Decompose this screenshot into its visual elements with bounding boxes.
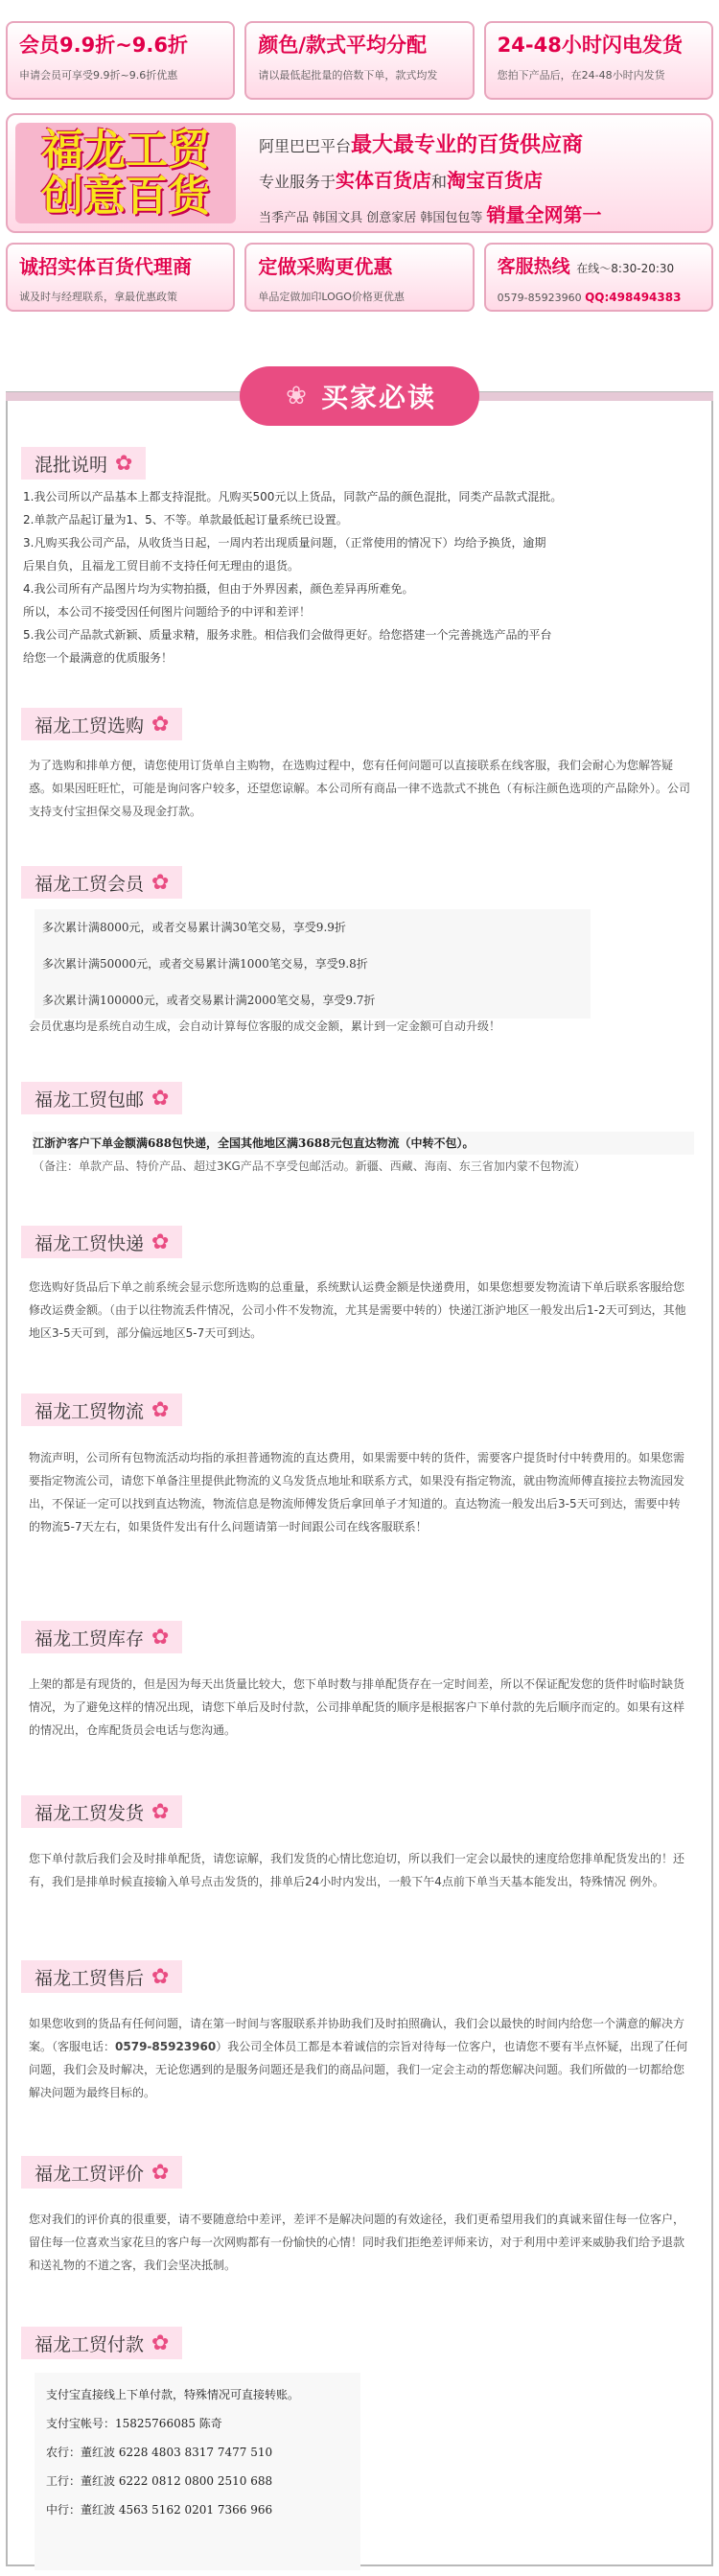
brand-logo [15, 123, 236, 223]
member-tier: 多次累计满100000元，或者交易累计满2000笔交易，享受9.7折 [42, 994, 376, 1007]
flower-icon: ✿ [151, 712, 170, 737]
after-paragraph [29, 2012, 690, 2104]
member-tier: 多次累计满8000元，或者交易累计满30笔交易，享受9.9折 [42, 921, 346, 934]
section-header-express [21, 1226, 182, 1258]
brand-line2-pre: 专业服务于 [259, 173, 336, 191]
mix-item: 5.我公司产品款式新颖、质量求精，服务求胜。相信我们会做得更好。给您搭建一个完善挑选产品的平台 [23, 628, 552, 642]
buy-text [29, 754, 690, 823]
mix-item: 2.单款产品起订量为1、5、不等。单款最低起订量系统已设置。 [23, 513, 348, 527]
buyer-notice-banner [0, 366, 719, 426]
pay-line: 中行：董红波 4563 5162 0201 7366 966 [46, 2503, 273, 2517]
banner-title: 买家必读 [320, 382, 436, 413]
promo-sub: 申请会员可享受9.9折~9.6折优惠 [19, 69, 178, 82]
review-paragraph: 您对我们的评价真的很重要，请不要随意给中差评，差评不是解决问题的有效途径，我们更希望用我们的真诚来留住每一位客户，留住每一位喜欢当家花旦的客户每一次网购都有一份愉快的心情！同时我们拒绝差评师来访，对于利用中差评来威胁我们给予退款和送礼物的不道之客，我们会坚决抵制。 [29, 2213, 685, 2272]
section-title: 福龙工贸库存 [35, 1628, 145, 1650]
after-text [29, 2012, 690, 2104]
section-title: 福龙工贸评价 [35, 2163, 145, 2185]
promo-sub [498, 291, 700, 304]
promo-fast-shipping[interactable] [484, 21, 713, 100]
pay-line: 工行：董红波 6222 0812 0800 2510 688 [46, 2474, 273, 2488]
member-note [29, 1015, 690, 1038]
logo-line1: 福龙工贸 [41, 125, 210, 175]
flower-icon: ✿ [151, 1397, 170, 1422]
section-header-ship [21, 1082, 182, 1114]
after-phone: 0579-85923960 [115, 2040, 217, 2053]
express-paragraph: 您选购好货品后下单之前系统会显示您所选购的总重量，系统默认运费金额是快递费用，如果您想要发物流请下单后联系客服给您修改运费金额。（由于以往物流丢件情况，公司小件不发物流，尤其是需要中转的）快递江浙沪地区一般发出后1-2天可到达，其他地区3-5天可到，部分偏远地区5-7天可到达。 [29, 1280, 686, 1340]
ship-text [33, 1132, 694, 1178]
mix-item: 后果自负，且福龙工贸目前不支持任何无理由的退货。 [23, 559, 300, 573]
flower-icon: ❀ [286, 382, 307, 410]
member-note-text: 会员优惠均是系统自动生成，会自动计算每位客服的成交金额，累计到一定金额可自动升级！ [29, 1019, 501, 1033]
promo-title: 24-48小时闪电发货 [497, 34, 683, 57]
flower-icon: ✿ [151, 1799, 170, 1824]
brand-line3 [259, 199, 602, 227]
pay-line: 农行：董红波 6228 4803 8317 7477 510 [46, 2446, 273, 2459]
logo-line2: 创意百货 [41, 171, 210, 221]
section-title: 福龙工贸选购 [35, 714, 145, 737]
after-text-pre: 如果您收到的货品有任何问题，请在第一时间与客服联系并协助我们及时拍照确认，我们会以最快的时间内给您一个满意的解决方案。（客服电话： [29, 2017, 685, 2053]
promo-title: 诚招实体百货代理商 [19, 255, 192, 278]
hotline-phone: 0579-85923960 [497, 292, 582, 304]
section-header-review [21, 2156, 182, 2189]
brand-line2-em2: 淘宝百货店 [447, 169, 544, 192]
section-title: 福龙工贸会员 [35, 873, 145, 895]
brand-line2-mid: 和 [431, 173, 448, 191]
flower-icon: ✿ [151, 2160, 170, 2185]
section-title: 福龙工贸付款 [35, 2333, 145, 2355]
section-header-deliver [21, 1795, 182, 1828]
deliver-paragraph: 您下单付款后我们会及时排单配货，请您谅解，我们发货的心情比您迫切，所以我们一定会以最快的速度给您排单配货发出的！还有，我们是排单时候直接输入单号点击发货的，排单后24小时内发出，一般下午4点前下单当天基本能发出，特殊情况 例外。 [29, 1852, 685, 1888]
promo-title: 定做采购更优惠 [258, 255, 393, 278]
promo-member-discount[interactable] [6, 21, 235, 100]
section-header-stock [21, 1621, 182, 1653]
logistics-paragraph: 物流声明，公司所有包物流活动均指的承担普通物流的直达费用，如果需要中转的货件，需要客户提货时付中转费用的。如果您需要指定物流公司，请您下单备注里提供此物流的义乌发货点地址和联系方式，如果没有指定物流，就由物流师傅直接拉去物流园发出，不保证一定可以找到直达物流，物流信息是物流师傅发货后拿回单子才知道的。直达物流一般发出后3-5天可到达，需要中转的物流5-7天左右，如果货件发出有什么问题请第一时间跟公司在线客服联系！ [29, 1451, 685, 1534]
flower-icon: ✿ [115, 451, 133, 476]
ship-line1: 江浙沪客户下单金额满688包快递，全国其他地区满3688元包直达物流（中转不包）。 [33, 1132, 694, 1155]
hotline-qq: QQ:498494383 [585, 291, 682, 304]
brand-line2 [259, 165, 543, 193]
promo-bottom-row [6, 243, 713, 312]
review-text [29, 2208, 690, 2277]
mix-item: 所以，本公司不接受因任何图片问题给予的中评和差评！ [23, 605, 312, 619]
section-title: 福龙工贸发货 [35, 1802, 145, 1824]
flower-icon: ✿ [151, 1964, 170, 1989]
logistics-text [29, 1446, 690, 1538]
promo-sub: 单品定做加印LOGO价格更优惠 [258, 291, 405, 303]
banner-tag [240, 366, 479, 426]
stock-text [29, 1673, 690, 1742]
flower-icon: ✿ [151, 2330, 170, 2355]
promo-sub: 您拍下产品后，在24-48小时内发货 [497, 69, 665, 82]
section-header-after [21, 1960, 182, 1993]
mix-item: 给您一个最满意的优质服务！ [23, 651, 174, 665]
brand-line1-em: 最大最专业的百货供应商 [351, 133, 584, 157]
brand-line3-pre: 当季产品 韩国文具 创意家居 韩国包包等 [259, 211, 487, 225]
pay-line: 支付宝直接线上下单付款，特殊情况可直接转账。 [46, 2388, 300, 2401]
promo-sub: 请以最低起批量的倍数下单，款式均发 [258, 69, 438, 82]
pay-line: 支付宝帐号：15825766085 陈奇 [46, 2417, 222, 2430]
flower-icon: ✿ [151, 1086, 170, 1111]
promo-title [498, 254, 700, 281]
promo-title: 会员9.9折~9.6折 [19, 34, 188, 57]
promo-sub: 诚及时与经理联系，拿最优惠政策 [19, 291, 177, 303]
section-header-pay [21, 2327, 182, 2359]
mix-item: 1.我公司所以产品基本上都支持混批。凡购买500元以上货品，同款产品的颜色混批，同类产品款式混批。 [23, 490, 563, 503]
section-title: 福龙工贸售后 [35, 1967, 145, 1989]
section-header-mix [21, 447, 146, 480]
flower-icon: ✿ [151, 1625, 170, 1650]
section-title: 福龙工贸包邮 [35, 1089, 145, 1111]
express-text [29, 1276, 690, 1345]
section-title: 混批说明 [35, 454, 108, 476]
promo-agent-recruit[interactable] [6, 243, 235, 312]
ship-line2: （备注：单款产品、特价产品、超过3KG产品不享受包邮活动。新疆、西藏、海南、东三省加内蒙不包物流） [33, 1159, 586, 1173]
hotline-title: 客服热线 [497, 256, 570, 277]
member-tiers [35, 909, 591, 1019]
promo-custom-order[interactable] [244, 243, 474, 312]
promo-title: 颜色/款式平均分配 [258, 34, 427, 57]
section-title: 福龙工贸快递 [35, 1232, 145, 1254]
after-text-post: ）我公司全体员工都是本着诚信的宗旨对待每一位客户，也请您不要有半点怀疑，出现了任何问题，我们会及时解决，无论您遇到的是服务问题还是我们的商品问题，我们一定会主动的帮您解决问题。我们所做的一切都给您解决问题为最终目标的。 [29, 2040, 688, 2099]
stock-paragraph: 上架的都是有现货的，但是因为每天出货量比较大，您下单时数与排单配货存在一定时间差，所以不保证配发您的货件时临时缺货情况，为了避免这样的情况出现，请您下单后及时付款，公司排单配货的顺序是根据客户下单付款的先后顺序而定的。如果有这样的情况出，仓库配货员会电话与您沟通。 [29, 1677, 685, 1737]
hotline-hours: 在线～8:30-20:30 [576, 262, 675, 275]
brand-line1-pre: 阿里巴巴平台 [259, 137, 352, 155]
section-header-buy [21, 708, 182, 740]
flower-icon: ✿ [151, 870, 170, 895]
buy-paragraph: 为了选购和排单方便，请您使用订货单自主购物，在选购过程中，您有任何问题可以直接联系在线客服，我们会耐心为您解答疑惑。如果因旺旺忙，可能是询问客户较多，还望您谅解。本公司所有商品一律不选款式不挑色（有标注颜色选项的产品除外）。公司支持支付宝担保交易及现金打款。 [29, 759, 691, 818]
flower-icon: ✿ [151, 1229, 170, 1254]
section-header-member [21, 866, 182, 899]
mix-item: 4.我公司所有产品图片均为实物拍摄，但由于外界因素，颜色差异再所难免。 [23, 582, 414, 596]
mix-item: 3.凡购买我公司产品，从收货当日起，一周内若出现质量问题，（正常使用的情况下）均给予换货，逾期 [23, 536, 546, 550]
promo-color-style[interactable] [244, 21, 474, 100]
promo-top-row [6, 21, 713, 100]
deliver-text [29, 1847, 690, 1893]
brand-line2-em1: 实体百货店 [336, 169, 432, 192]
payment-info [35, 2373, 360, 2570]
section-header-logistics [21, 1393, 182, 1426]
section-title: 福龙工贸物流 [35, 1400, 145, 1422]
brand-line3-em: 销量全网第一 [486, 203, 602, 226]
member-tier: 多次累计满50000元，或者交易累计满1000笔交易，享受9.8折 [42, 957, 368, 971]
brand-banner [6, 113, 713, 233]
mix-list [23, 485, 694, 669]
brand-line1 [259, 129, 583, 158]
promo-hotline[interactable] [484, 243, 713, 312]
